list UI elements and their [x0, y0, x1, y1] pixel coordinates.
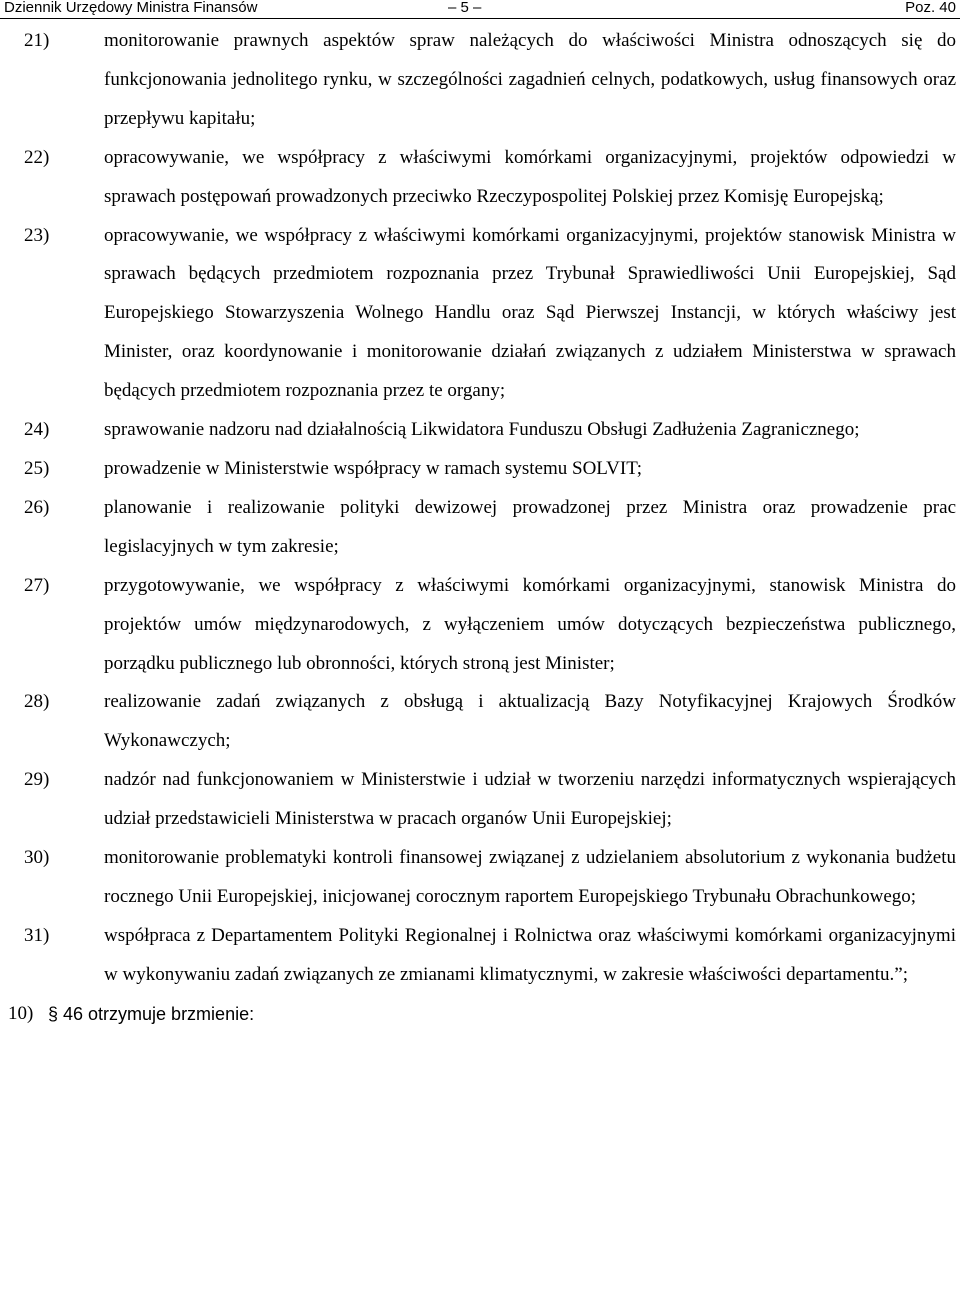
- journal-title: Dziennik Urzędowy Ministra Finansów: [4, 0, 258, 16]
- list-item: [0, 839, 960, 917]
- item-number: 29): [24, 769, 50, 791]
- item-number: 21): [24, 30, 50, 51]
- item-number: 28): [24, 691, 50, 713]
- list-item: [0, 139, 960, 217]
- position-number: Poz. 40: [905, 0, 956, 16]
- item-number: 31): [24, 924, 50, 946]
- item-number: 22): [24, 146, 50, 168]
- item-text: opracowywanie, we współpracy z właściwymi komórkami organizacyjnymi, projektów odpowiedzi w sprawach postępowań prowadzonych przeciwko Rzeczypospolitej Polskiej przez Komisję Europejską;: [104, 146, 956, 207]
- document-body: [0, 22, 960, 1034]
- item-text: opracowywanie, we współpracy z właściwymi komórkami organizacyjnymi, projektów stanowisk Ministra w sprawach będących przedmiotem rozpoznania przez Trybunał Sprawiedliwości Unii Europejskiej, Sąd Europejskiego Stowarzyszenia Wolnego Handlu oraz Sąd Pierwszej Instancji, w których właściwy jest Minister, oraz koordynowanie i monitorowanie działań związanych z udziałem Ministerstwa w sprawach będących przedmiotem rozpoznania przez te organy;: [104, 224, 956, 402]
- amendment-point: [0, 995, 960, 1034]
- list-item: [0, 567, 960, 684]
- list-item: [0, 917, 960, 995]
- item-text: monitorowanie problematyki kontroli finansowej związanej z udzielaniem absolutorium z wykonania budżetu rocznego Unii Europejskiej, inicjowanej corocznym raportem Europejskiego Trybunału Obrachunkowego;: [104, 847, 956, 907]
- document-header: [0, 0, 960, 19]
- item-text: przygotowywanie, we współpracy z właściwymi komórkami organizacyjnymi, stanowisk Ministra do projektów umów międzynarodowych, z wyłączeniem umów dotyczących bezpieczeństwa publicznego, porządku publicznego lub obronności, których stroną jest Minister;: [104, 574, 956, 674]
- item-number: 23): [24, 224, 50, 246]
- page-number: – 5 –: [448, 0, 482, 16]
- item-text: sprawowanie nadzoru nad działalnością Likwidatora Funduszu Obsługi Zadłużenia Zagranicznego;: [104, 419, 860, 441]
- list-item: [0, 450, 960, 489]
- item-text: planowanie i realizowanie polityki dewizowej prowadzonej przez Ministra oraz prowadzenie prac legislacyjnych w tym zakresie;: [104, 496, 956, 557]
- list-item: [0, 217, 960, 412]
- list-item: [0, 22, 960, 139]
- list-item: [0, 683, 960, 761]
- item-text: prowadzenie w Ministerstwie współpracy w ramach systemu SOLVIT;: [104, 457, 643, 479]
- item-text: monitorowanie prawnych aspektów spraw należących do właściwości Ministra odnoszących się do funkcjonowania jednolitego rynku, w szczególności zagadnień celnych, podatkowych, usług finansowych oraz przepływu kapitału;: [104, 30, 956, 129]
- item-number: 27): [24, 574, 50, 596]
- item-text: realizowanie zadań związanych z obsługą i aktualizacją Bazy Notyfikacyjnej Krajowych Środków Wykonawczych;: [104, 691, 956, 752]
- list-item: [0, 761, 960, 839]
- item-number: 26): [24, 496, 50, 518]
- list-item: [0, 489, 960, 567]
- item-number: 24): [24, 419, 50, 441]
- item-text: nadzór nad funkcjonowaniem w Ministerstwie i udział w tworzeniu narzędzi informatycznych wspierających udział przedstawicieli Ministerstwa w pracach organów Unii Europejskiej;: [104, 769, 956, 830]
- amendment-text: § 46 otrzymuje brzmienie:: [48, 1003, 255, 1024]
- list-item: [0, 411, 960, 450]
- amendment-number: 10): [8, 1002, 34, 1024]
- item-number: 30): [24, 847, 50, 869]
- item-number: 25): [24, 457, 50, 479]
- item-text: współpraca z Departamentem Polityki Regionalnej i Rolnictwa oraz właściwymi komórkami organizacyjnymi w wykonywaniu zadań związanych ze zmianami klimatycznymi, w zakresie właściwości departamentu.”;: [104, 924, 956, 985]
